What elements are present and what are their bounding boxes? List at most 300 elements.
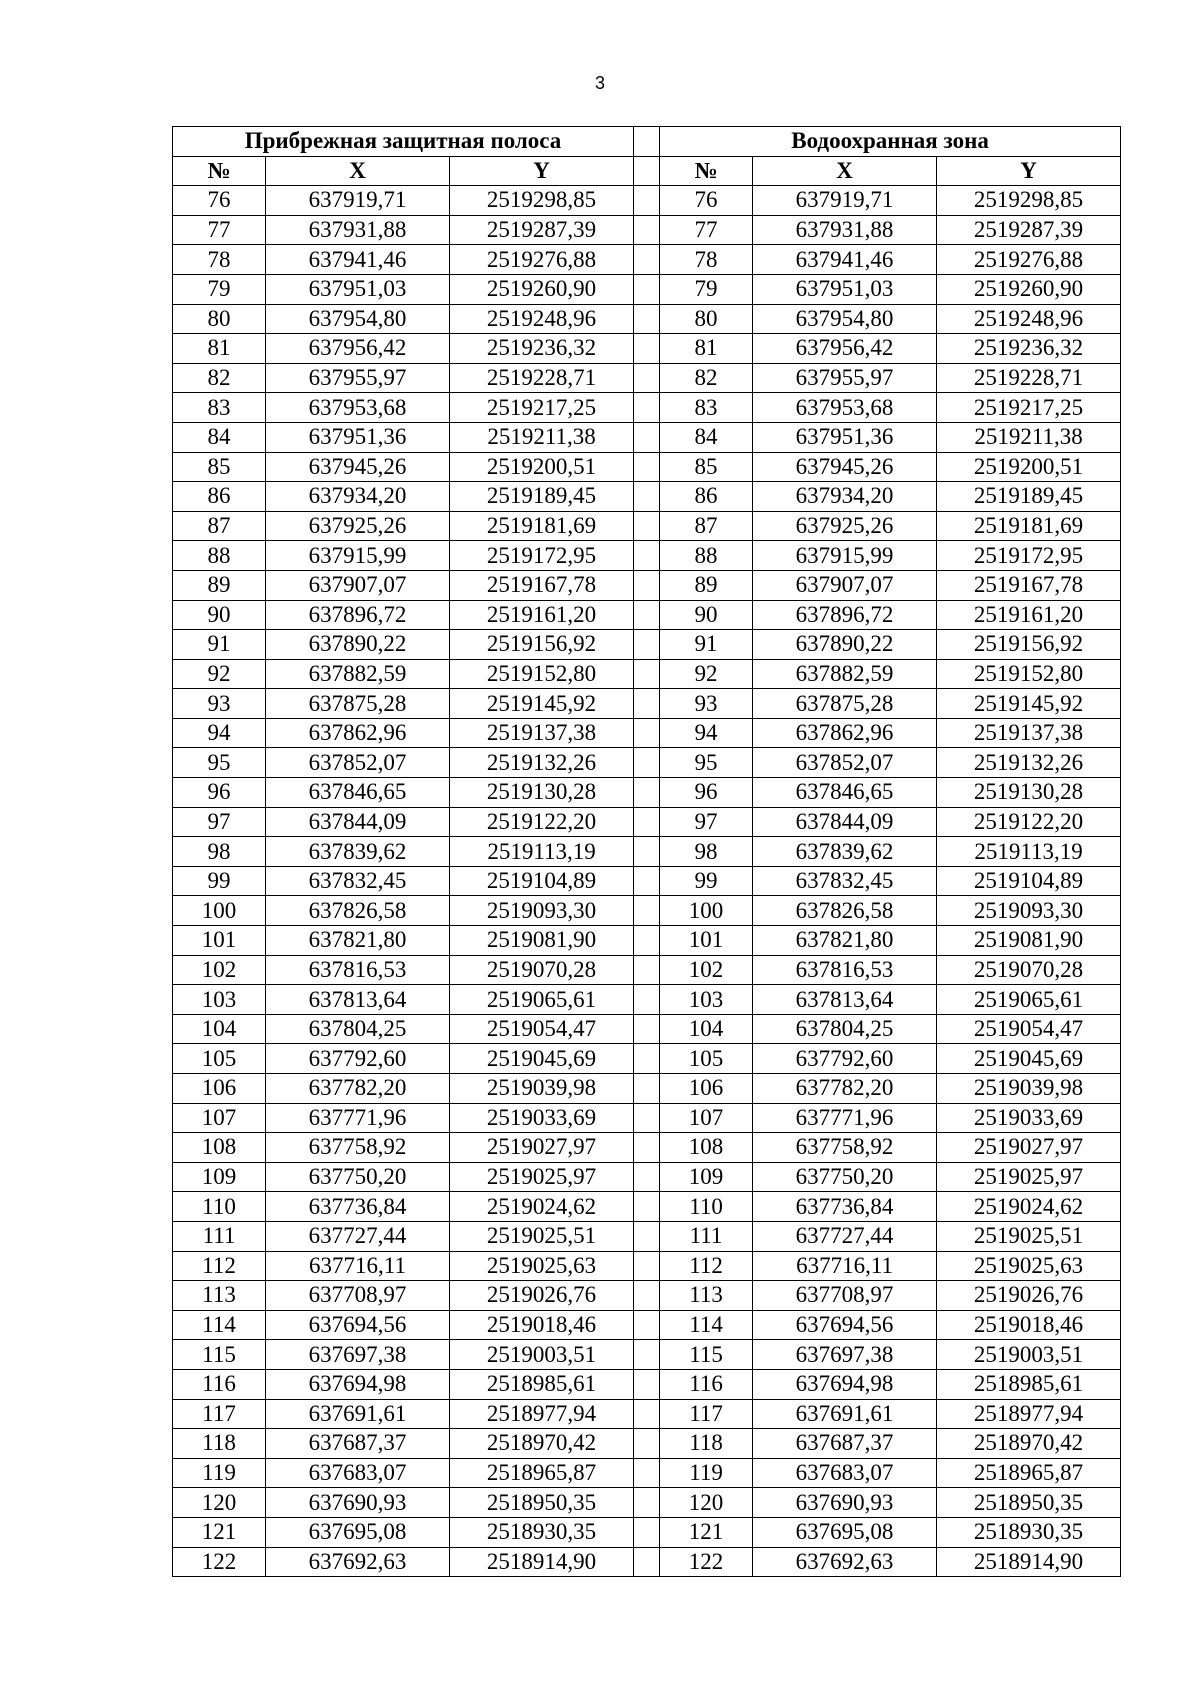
section-gap — [634, 363, 660, 393]
right-y-value: 2519027,97 — [937, 1133, 1121, 1163]
table-row — [173, 304, 1121, 334]
left-y-value: 2519065,61 — [450, 985, 634, 1015]
left-y-value: 2519070,28 — [450, 955, 634, 985]
table-row — [173, 393, 1121, 423]
left-point-number: 108 — [173, 1133, 266, 1163]
section-gap — [634, 156, 660, 186]
right-y-value: 2519276,88 — [937, 245, 1121, 275]
left-point-number: 80 — [173, 304, 266, 334]
left-x-value: 637951,36 — [266, 422, 450, 452]
section-gap — [634, 511, 660, 541]
left-point-number: 82 — [173, 363, 266, 393]
table-row — [173, 334, 1121, 364]
left-y-value: 2518914,90 — [450, 1547, 634, 1577]
right-y-value: 2519033,69 — [937, 1103, 1121, 1133]
left-x-value: 637951,03 — [266, 274, 450, 304]
left-x-value: 637954,80 — [266, 304, 450, 334]
left-x-value: 637925,26 — [266, 511, 450, 541]
right-point-number: 94 — [660, 718, 753, 748]
right-y-value: 2518950,35 — [937, 1488, 1121, 1518]
right-x-value: 637816,53 — [753, 955, 937, 985]
left-x-value: 637771,96 — [266, 1103, 450, 1133]
left-y-value: 2518930,35 — [450, 1517, 634, 1547]
right-x-value: 637907,07 — [753, 570, 937, 600]
left-point-number: 103 — [173, 985, 266, 1015]
right-y-value: 2519156,92 — [937, 630, 1121, 660]
right-point-number: 121 — [660, 1517, 753, 1547]
left-y-value: 2519026,76 — [450, 1281, 634, 1311]
right-x-value: 637695,08 — [753, 1517, 937, 1547]
left-x-value: 637690,93 — [266, 1488, 450, 1518]
right-y-value: 2519026,76 — [937, 1281, 1121, 1311]
table-row — [173, 837, 1121, 867]
table-row — [173, 452, 1121, 482]
left-y-value: 2519045,69 — [450, 1044, 634, 1074]
section-gap — [634, 1429, 660, 1459]
left-y-value: 2518950,35 — [450, 1488, 634, 1518]
left-x-value: 637758,92 — [266, 1133, 450, 1163]
section-gap — [634, 186, 660, 216]
table-row — [173, 718, 1121, 748]
table-row — [173, 630, 1121, 660]
left-point-number: 79 — [173, 274, 266, 304]
section-gap — [634, 482, 660, 512]
table-row — [173, 1192, 1121, 1222]
right-x-value: 637687,37 — [753, 1429, 937, 1459]
left-x-value: 637941,46 — [266, 245, 450, 275]
left-x-value: 637716,11 — [266, 1251, 450, 1281]
right-x-value: 637792,60 — [753, 1044, 937, 1074]
section-gap — [634, 215, 660, 245]
table-row — [173, 1310, 1121, 1340]
left-x-value: 637695,08 — [266, 1517, 450, 1547]
left-x-value: 637708,97 — [266, 1281, 450, 1311]
left-point-number: 99 — [173, 866, 266, 896]
left-point-number: 87 — [173, 511, 266, 541]
right-x-value: 637690,93 — [753, 1488, 937, 1518]
section-gap — [634, 1014, 660, 1044]
right-x-value: 637736,84 — [753, 1192, 937, 1222]
section-gap — [634, 245, 660, 275]
right-x-value: 637697,38 — [753, 1340, 937, 1370]
right-point-number: 111 — [660, 1221, 753, 1251]
right-y-value: 2519260,90 — [937, 274, 1121, 304]
section-gap — [634, 955, 660, 985]
right-y-value: 2519093,30 — [937, 896, 1121, 926]
section-gap — [634, 718, 660, 748]
right-y-value: 2519122,20 — [937, 807, 1121, 837]
right-point-number: 83 — [660, 393, 753, 423]
table-row — [173, 1340, 1121, 1370]
left-x-value: 637736,84 — [266, 1192, 450, 1222]
right-point-number: 112 — [660, 1251, 753, 1281]
table-row — [173, 1044, 1121, 1074]
right-x-value: 637925,26 — [753, 511, 937, 541]
right-point-number: 97 — [660, 807, 753, 837]
section-gap — [634, 1103, 660, 1133]
left-y-value: 2519287,39 — [450, 215, 634, 245]
right-y-value: 2519228,71 — [937, 363, 1121, 393]
left-x-value: 637915,99 — [266, 541, 450, 571]
left-point-number: 111 — [173, 1221, 266, 1251]
table-row — [173, 1281, 1121, 1311]
table-row — [173, 1429, 1121, 1459]
section-gap — [634, 274, 660, 304]
left-x-value: 637882,59 — [266, 659, 450, 689]
column-header-row — [173, 156, 1121, 186]
left-x-value: 637804,25 — [266, 1014, 450, 1044]
left-x-value: 637896,72 — [266, 600, 450, 630]
left-y-value: 2519025,97 — [450, 1162, 634, 1192]
right-y-value: 2519024,62 — [937, 1192, 1121, 1222]
right-point-number: 85 — [660, 452, 753, 482]
right-y-value: 2519167,78 — [937, 570, 1121, 600]
right-y-value: 2519003,51 — [937, 1340, 1121, 1370]
right-x-value: 637945,26 — [753, 452, 937, 482]
section-gap — [634, 1044, 660, 1074]
right-col-x-header: X — [753, 156, 937, 186]
right-point-number: 93 — [660, 689, 753, 719]
right-col-y-header: Y — [937, 156, 1121, 186]
left-point-number: 120 — [173, 1488, 266, 1518]
right-point-number: 104 — [660, 1014, 753, 1044]
right-point-number: 89 — [660, 570, 753, 600]
left-x-value: 637953,68 — [266, 393, 450, 423]
left-y-value: 2519132,26 — [450, 748, 634, 778]
right-x-value: 637844,09 — [753, 807, 937, 837]
left-y-value: 2519236,32 — [450, 334, 634, 364]
left-x-value: 637839,62 — [266, 837, 450, 867]
right-y-value: 2519145,92 — [937, 689, 1121, 719]
page-number: 3 — [594, 73, 605, 93]
table-row — [173, 926, 1121, 956]
right-x-value: 637875,28 — [753, 689, 937, 719]
table-row — [173, 1103, 1121, 1133]
left-point-number: 112 — [173, 1251, 266, 1281]
right-y-value: 2519217,25 — [937, 393, 1121, 423]
left-y-value: 2519003,51 — [450, 1340, 634, 1370]
table-row — [173, 541, 1121, 571]
left-point-number: 114 — [173, 1310, 266, 1340]
left-x-value: 637846,65 — [266, 778, 450, 808]
left-point-number: 106 — [173, 1074, 266, 1104]
section-gap — [634, 689, 660, 719]
right-x-value: 637934,20 — [753, 482, 937, 512]
left-col-num-header: № — [173, 156, 266, 186]
left-x-value: 637956,42 — [266, 334, 450, 364]
right-x-value: 637782,20 — [753, 1074, 937, 1104]
section-gap — [634, 837, 660, 867]
right-point-number: 77 — [660, 215, 753, 245]
table-row — [173, 1251, 1121, 1281]
left-y-value: 2519172,95 — [450, 541, 634, 571]
left-col-x-header: X — [266, 156, 450, 186]
section-gap — [634, 1221, 660, 1251]
right-y-value: 2518965,87 — [937, 1458, 1121, 1488]
section-gap — [634, 127, 660, 157]
right-x-value: 637915,99 — [753, 541, 937, 571]
right-y-value: 2519070,28 — [937, 955, 1121, 985]
left-y-value: 2519248,96 — [450, 304, 634, 334]
right-point-number: 102 — [660, 955, 753, 985]
right-point-number: 84 — [660, 422, 753, 452]
left-x-value: 637844,09 — [266, 807, 450, 837]
left-point-number: 118 — [173, 1429, 266, 1459]
section-gap — [634, 393, 660, 423]
right-x-value: 637716,11 — [753, 1251, 937, 1281]
right-y-value: 2519189,45 — [937, 482, 1121, 512]
left-x-value: 637852,07 — [266, 748, 450, 778]
left-point-number: 104 — [173, 1014, 266, 1044]
right-point-number: 110 — [660, 1192, 753, 1222]
left-y-value: 2518965,87 — [450, 1458, 634, 1488]
section-gap — [634, 866, 660, 896]
right-x-value: 637956,42 — [753, 334, 937, 364]
section-gap — [634, 778, 660, 808]
left-y-value: 2519161,20 — [450, 600, 634, 630]
left-point-number: 115 — [173, 1340, 266, 1370]
left-point-number: 97 — [173, 807, 266, 837]
right-x-value: 637919,71 — [753, 186, 937, 216]
left-y-value: 2518985,61 — [450, 1369, 634, 1399]
right-x-value: 637694,98 — [753, 1369, 937, 1399]
left-y-value: 2519024,62 — [450, 1192, 634, 1222]
table-row — [173, 985, 1121, 1015]
right-y-value: 2518914,90 — [937, 1547, 1121, 1577]
left-point-number: 76 — [173, 186, 266, 216]
right-x-value: 637931,88 — [753, 215, 937, 245]
table-row — [173, 1221, 1121, 1251]
section-gap — [634, 1281, 660, 1311]
left-point-number: 113 — [173, 1281, 266, 1311]
right-point-number: 79 — [660, 274, 753, 304]
right-point-number: 95 — [660, 748, 753, 778]
left-x-value: 637691,61 — [266, 1399, 450, 1429]
left-y-value: 2519228,71 — [450, 363, 634, 393]
right-point-number: 105 — [660, 1044, 753, 1074]
left-x-value: 637692,63 — [266, 1547, 450, 1577]
right-y-value: 2519287,39 — [937, 215, 1121, 245]
right-point-number: 78 — [660, 245, 753, 275]
left-point-number: 119 — [173, 1458, 266, 1488]
left-y-value: 2519081,90 — [450, 926, 634, 956]
right-y-value: 2519181,69 — [937, 511, 1121, 541]
right-point-number: 88 — [660, 541, 753, 571]
right-y-value: 2519298,85 — [937, 186, 1121, 216]
right-point-number: 90 — [660, 600, 753, 630]
left-point-number: 78 — [173, 245, 266, 275]
section-gap — [634, 1547, 660, 1577]
right-y-value: 2519161,20 — [937, 600, 1121, 630]
right-y-value: 2519211,38 — [937, 422, 1121, 452]
section-gap — [634, 985, 660, 1015]
left-y-value: 2519145,92 — [450, 689, 634, 719]
left-point-number: 107 — [173, 1103, 266, 1133]
left-y-value: 2519167,78 — [450, 570, 634, 600]
section-gap — [634, 541, 660, 571]
right-point-number: 87 — [660, 511, 753, 541]
left-point-number: 105 — [173, 1044, 266, 1074]
table-row — [173, 896, 1121, 926]
table-row — [173, 1162, 1121, 1192]
left-x-value: 637727,44 — [266, 1221, 450, 1251]
table-row — [173, 600, 1121, 630]
right-point-number: 109 — [660, 1162, 753, 1192]
section-gap — [634, 659, 660, 689]
right-point-number: 119 — [660, 1458, 753, 1488]
left-point-number: 110 — [173, 1192, 266, 1222]
left-point-number: 121 — [173, 1517, 266, 1547]
right-point-number: 116 — [660, 1369, 753, 1399]
right-x-value: 637832,45 — [753, 866, 937, 896]
left-y-value: 2519152,80 — [450, 659, 634, 689]
table-row — [173, 689, 1121, 719]
section-gap — [634, 1399, 660, 1429]
right-x-value: 637750,20 — [753, 1162, 937, 1192]
left-y-value: 2519217,25 — [450, 393, 634, 423]
left-point-number: 86 — [173, 482, 266, 512]
right-point-number: 86 — [660, 482, 753, 512]
left-point-number: 93 — [173, 689, 266, 719]
left-point-number: 77 — [173, 215, 266, 245]
right-point-number: 120 — [660, 1488, 753, 1518]
table-row — [173, 1399, 1121, 1429]
table-row — [173, 274, 1121, 304]
left-y-value: 2519130,28 — [450, 778, 634, 808]
left-x-value: 637934,20 — [266, 482, 450, 512]
right-y-value: 2519200,51 — [937, 452, 1121, 482]
left-point-number: 94 — [173, 718, 266, 748]
right-x-value: 637951,36 — [753, 422, 937, 452]
right-point-number: 103 — [660, 985, 753, 1015]
left-y-value: 2519027,97 — [450, 1133, 634, 1163]
section-gap — [634, 1340, 660, 1370]
right-point-number: 80 — [660, 304, 753, 334]
right-point-number: 99 — [660, 866, 753, 896]
section-gap — [634, 1162, 660, 1192]
section-gap — [634, 926, 660, 956]
left-point-number: 101 — [173, 926, 266, 956]
right-y-value: 2519236,32 — [937, 334, 1121, 364]
right-x-value: 637839,62 — [753, 837, 937, 867]
left-x-value: 637687,37 — [266, 1429, 450, 1459]
section-gap — [634, 896, 660, 926]
right-y-value: 2518985,61 — [937, 1369, 1121, 1399]
left-y-value: 2519122,20 — [450, 807, 634, 837]
left-point-number: 92 — [173, 659, 266, 689]
table-row — [173, 1517, 1121, 1547]
right-point-number: 122 — [660, 1547, 753, 1577]
left-y-value: 2519181,69 — [450, 511, 634, 541]
table-row — [173, 215, 1121, 245]
table-row — [173, 1074, 1121, 1104]
right-point-number: 107 — [660, 1103, 753, 1133]
table-row — [173, 1458, 1121, 1488]
right-x-value: 637804,25 — [753, 1014, 937, 1044]
right-point-number: 82 — [660, 363, 753, 393]
section-gap — [634, 748, 660, 778]
left-point-number: 91 — [173, 630, 266, 660]
section-gap — [634, 304, 660, 334]
section-gap — [634, 1133, 660, 1163]
right-x-value: 637771,96 — [753, 1103, 937, 1133]
section-gap — [634, 1310, 660, 1340]
table-row — [173, 363, 1121, 393]
table-row — [173, 422, 1121, 452]
left-point-number: 83 — [173, 393, 266, 423]
left-y-value: 2519025,63 — [450, 1251, 634, 1281]
right-point-number: 117 — [660, 1399, 753, 1429]
left-point-number: 116 — [173, 1369, 266, 1399]
left-y-value: 2518977,94 — [450, 1399, 634, 1429]
left-y-value: 2519200,51 — [450, 452, 634, 482]
right-y-value: 2518930,35 — [937, 1517, 1121, 1547]
right-x-value: 637727,44 — [753, 1221, 937, 1251]
right-point-number: 76 — [660, 186, 753, 216]
left-x-value: 637750,20 — [266, 1162, 450, 1192]
right-point-number: 96 — [660, 778, 753, 808]
left-y-value: 2519054,47 — [450, 1014, 634, 1044]
right-point-number: 115 — [660, 1340, 753, 1370]
left-point-number: 81 — [173, 334, 266, 364]
left-x-value: 637919,71 — [266, 186, 450, 216]
table-row — [173, 1488, 1121, 1518]
right-y-value: 2519045,69 — [937, 1044, 1121, 1074]
section-gap — [634, 1251, 660, 1281]
left-point-number: 85 — [173, 452, 266, 482]
left-point-number: 96 — [173, 778, 266, 808]
left-y-value: 2519018,46 — [450, 1310, 634, 1340]
left-point-number: 98 — [173, 837, 266, 867]
table-row — [173, 807, 1121, 837]
table-row — [173, 955, 1121, 985]
left-y-value: 2519276,88 — [450, 245, 634, 275]
table-row — [173, 866, 1121, 896]
left-y-value: 2519039,98 — [450, 1074, 634, 1104]
right-y-value: 2519113,19 — [937, 837, 1121, 867]
right-x-value: 637852,07 — [753, 748, 937, 778]
right-y-value: 2519025,97 — [937, 1162, 1121, 1192]
right-y-value: 2519065,61 — [937, 985, 1121, 1015]
left-x-value: 637945,26 — [266, 452, 450, 482]
right-y-value: 2519248,96 — [937, 304, 1121, 334]
right-y-value: 2518970,42 — [937, 1429, 1121, 1459]
right-y-value: 2518977,94 — [937, 1399, 1121, 1429]
right-x-value: 637896,72 — [753, 600, 937, 630]
right-x-value: 637882,59 — [753, 659, 937, 689]
right-x-value: 637683,07 — [753, 1458, 937, 1488]
left-point-number: 88 — [173, 541, 266, 571]
right-section-title: Водоохранная зона — [660, 127, 1121, 157]
left-point-number: 95 — [173, 748, 266, 778]
right-x-value: 637954,80 — [753, 304, 937, 334]
right-x-value: 637692,63 — [753, 1547, 937, 1577]
right-x-value: 637862,96 — [753, 718, 937, 748]
left-y-value: 2519025,51 — [450, 1221, 634, 1251]
left-x-value: 637683,07 — [266, 1458, 450, 1488]
section-gap — [634, 1192, 660, 1222]
left-point-number: 109 — [173, 1162, 266, 1192]
right-point-number: 100 — [660, 896, 753, 926]
section-gap — [634, 1074, 660, 1104]
right-x-value: 637941,46 — [753, 245, 937, 275]
left-y-value: 2518970,42 — [450, 1429, 634, 1459]
right-x-value: 637813,64 — [753, 985, 937, 1015]
section-gap — [634, 600, 660, 630]
right-y-value: 2519152,80 — [937, 659, 1121, 689]
left-y-value: 2519033,69 — [450, 1103, 634, 1133]
section-gap — [634, 1517, 660, 1547]
